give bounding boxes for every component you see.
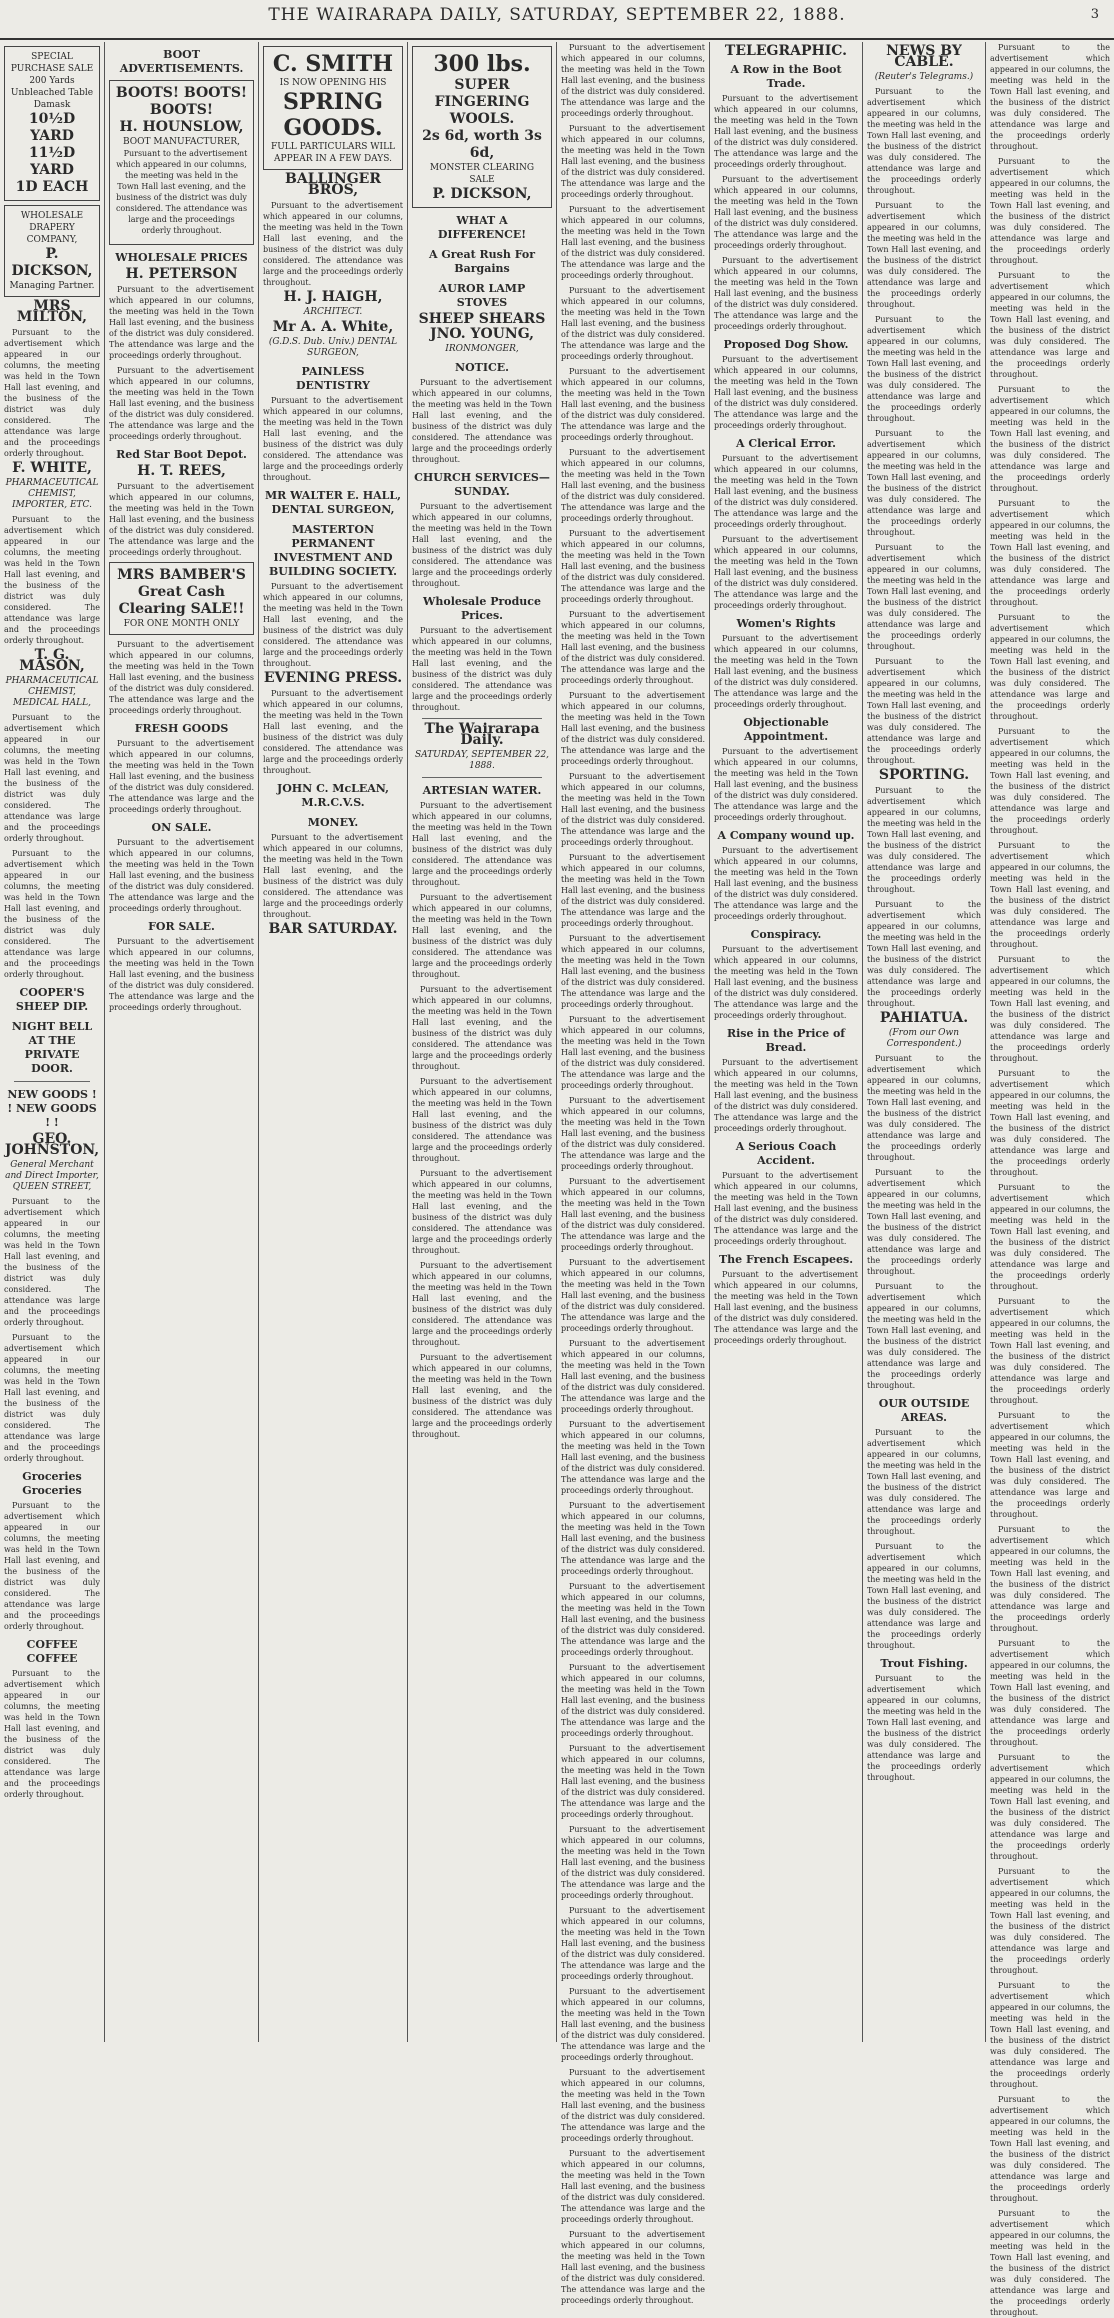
article-text: Pursuant to the advertisement which appeared in our columns, the meeting was held in the Town Hall last evening, and the business of the district was duly considered. The attendance was large and the proceedings orderly throughout. — [561, 448, 705, 523]
article-text: Pursuant to the advertisement which appeared in our columns, the meeting was held in the Town Hall last evening, and the business of the district was duly considered. The attendance was large and the proceedings orderly throughout. — [561, 1582, 705, 1657]
cable-sub: (Reuter's Telegrams.) — [874, 72, 974, 82]
ad-text: Pursuant to the advertisement which appeared in our columns, the meeting was held in the Town Hall last evening, and the business of the district was duly considered. The attendance was large and the proceedings orderly throughout. — [4, 1333, 100, 1463]
ad-line: MONSTER CLEARING SALE — [429, 163, 535, 185]
ad-line: SPRING GOODS. — [283, 89, 383, 141]
column-8 — [986, 42, 1114, 2317]
womens-rights-heading: Women's Rights — [736, 617, 836, 630]
article-text: Pursuant to the advertisement which appeared in our columns, the meeting was held in the Town Hall last evening, and the business of the district was duly considered. The attendance was large and the proceedings orderly throughout. — [714, 634, 858, 709]
painless-heading: PAINLESS DENTISTRY — [295, 365, 371, 392]
article-text: Pursuant to the advertisement which appeared in our columns, the meeting was held in the Town Hall last evening, and the business of the district was duly considered. The attendance was large and the proceedings orderly throughout. — [412, 985, 552, 1071]
mason-heading: T. G. MASON, — [19, 647, 85, 674]
article-text: Pursuant to the advertisement which appeared in our columns, the meeting was held in the Town Hall last evening, and the business of the district was duly considered. The attendance was large and the proceedings orderly throughout. — [714, 1171, 858, 1246]
forsale-heading: FOR SALE. — [148, 920, 215, 933]
lamps-heading: AUROR LAMP STOVES — [438, 282, 526, 309]
article-text: Pursuant to the advertisement which appeared in our columns, the meeting was held in the Town Hall last evening, and the business of the district was duly considered. The attendance was large and the proceedings orderly throughout. — [714, 846, 858, 921]
ad-text: Pursuant to the advertisement which appeared in our columns, the meeting was held in the Town Hall last evening, and the business of the district was duly considered. The attendance was large and the proceedings orderly throughout. — [412, 502, 552, 588]
article-text: Pursuant to the advertisement which appeared in our columns, the meeting was held in the Town Hall last evening, and the business of the district was duly considered. The attendance was large and the proceedings orderly throughout. — [867, 1054, 981, 1162]
hounslow-ad — [109, 80, 254, 245]
article-text: Pursuant to the advertisement which appeared in our columns, the meeting was held in the Town Hall last evening, and the business of the district was duly considered. The attendance was large and the proceedings orderly throughout. — [990, 385, 1110, 493]
article-text: Pursuant to the advertisement which appeared in our columns, the meeting was held in the Town Hall last evening, and the business of the district was duly considered. The attendance was large and the proceedings orderly throughout. — [867, 429, 981, 537]
conspiracy-heading: Conspiracy. — [750, 928, 822, 941]
ad-name: H. HOUNSLOW, — [119, 119, 244, 135]
article-text: Pursuant to the advertisement which appeared in our columns, the meeting was held in the Town Hall last evening, and the business of the district was duly considered. The attendance was large and the proceedings orderly throughout. — [561, 367, 705, 442]
article-text: Pursuant to the advertisement which appeared in our columns, the meeting was held in the Town Hall last evening, and the business of the district was duly considered. The attendance was large and the proceedings orderly throughout. — [561, 853, 705, 928]
telegraphic-heading: TELEGRAPHIC. — [724, 43, 848, 59]
ad-text: Pursuant to the advertisement which appeared in our columns, the meeting was held in the Town Hall last evening, and the business of the district was duly considered. The attendance was large and the proceedings orderly throughout. — [263, 201, 403, 287]
article-text: Pursuant to the advertisement which appeared in our columns, the meeting was held in the Town Hall last evening, and the business of the district was duly considered. The attendance was large and the proceedings orderly throughout. — [990, 1411, 1110, 1519]
article-text: Pursuant to the advertisement which appeared in our columns, the meeting was held in the Town Hall last evening, and the business of the district was duly considered. The attendance was large and the proceedings orderly throughout. — [990, 1753, 1110, 1861]
ad-name: P. DICKSON, — [11, 246, 93, 279]
evening-heading: EVENING PRESS. — [263, 670, 403, 686]
article-text: Pursuant to the advertisement which appeared in our columns, the meeting was held in the Town Hall last evening, and the business of the district was duly considered. The attendance was large and the proceedings orderly throughout. — [867, 1674, 981, 1782]
ad-line: BOOT MANUFACTURER, — [123, 137, 240, 147]
article-text: Pursuant to the advertisement which appeared in our columns, the meeting was held in the Town Hall last evening, and the business of the district was duly considered. The attendance was large and the proceedings orderly throughout. — [867, 315, 981, 423]
ad-text: Pursuant to the advertisement which appeared in our columns, the meeting was held in the Town Hall last evening, and the business of the district was duly considered. The attendance was large and the proceedings orderly throughout. — [412, 378, 552, 464]
article-text: Pursuant to the advertisement which appeared in our columns, the meeting was held in the Town Hall last evening, and the business of the district was duly considered. The attendance was large and the proceedings orderly throughout. — [990, 727, 1110, 835]
article-text: Pursuant to the advertisement which appeared in our columns, the meeting was held in the Town Hall last evening, and the business of the district was duly considered. The attendance was large and the proceedings orderly throughout. — [990, 2095, 1110, 2203]
haigh-heading: H. J. HAIGH, — [283, 289, 383, 305]
ad-name: C. SMITH — [272, 51, 394, 77]
white2-heading: Mr A. A. White, — [272, 319, 394, 335]
freshgoods-heading: FRESH GOODS — [134, 722, 229, 735]
pahiatua-sub: (From our Own Correspondent.) — [886, 1028, 962, 1049]
boot-adverts-heading: BOOT ADVERTISEMENTS. — [119, 48, 244, 75]
pahiatua-heading: PAHIATUA. — [879, 1010, 969, 1026]
ad-price: 10½D YARD — [28, 111, 76, 144]
dickson-ad — [4, 205, 100, 297]
article-text: Pursuant to the advertisement which appeared in our columns, the meeting was held in the Town Hall last evening, and the business of the district was duly considered. The attendance was large and the proceedings orderly throughout. — [714, 535, 858, 610]
haigh-sub: ARCHITECT. — [303, 307, 363, 317]
column-5 — [557, 42, 709, 2305]
young-sub: IRONMONGER, — [445, 344, 519, 354]
article-text: Pursuant to the advertisement which appeared in our columns, the meeting was held in the Town Hall last evening, and the business of the district was duly considered. The attendance was large and the proceedings orderly throughout. — [714, 945, 858, 1020]
ad-text: Pursuant to the advertisement which appeared in our columns, the meeting was held in the Town Hall last evening, and the business of the district was duly considered. The attendance was large and the proceedings orderly throughout. — [109, 285, 254, 360]
article-text: Pursuant to the advertisement which appeared in our columns, the meeting was held in the Town Hall last evening, and the business of the district was duly considered. The attendance was large and the proceedings orderly throughout. — [561, 1339, 705, 1414]
ad-text: Pursuant to the advertisement which appeared in our columns, the meeting was held in the Town Hall last evening, and the business of the district was duly considered. The attendance was large and the proceedings orderly throughout. — [263, 689, 403, 775]
artesian-heading: ARTESIAN WATER. — [422, 784, 542, 797]
article-text: Pursuant to the advertisement which appeared in our columns, the meeting was held in the Town Hall last evening, and the business of the district was duly considered. The attendance was large and the proceedings orderly throughout. — [990, 1867, 1110, 1975]
ad-price: 1D EACH — [15, 179, 89, 195]
ad-line: WHOLESALE DRAPERY COMPANY, — [20, 211, 84, 245]
article-text: Pursuant to the advertisement which appeared in our columns, the meeting was held in the Town Hall last evening, and the business of the district was duly considered. The attendance was large and the proceedings orderly throughout. — [412, 1353, 552, 1439]
article-text: Pursuant to the advertisement which appeared in our columns, the meeting was held in the Town Hall last evening, and the business of the district was duly considered. The attendance was large and the proceedings orderly throughout. — [412, 1169, 552, 1255]
ad-price: 11½D YARD — [28, 145, 76, 178]
ad-text: Pursuant to the advertisement which appeared in our columns, the meeting was held in the Town Hall last evening, and the business of the district was duly considered. The attendance was large and the proceedings orderly throughout. — [109, 640, 254, 715]
article-text: Pursuant to the advertisement which appeared in our columns, the meeting was held in the Town Hall last evening, and the business of the district was duly considered. The attendance was large and the proceedings orderly throughout. — [867, 1282, 981, 1390]
article-text: Pursuant to the advertisement which appeared in our columns, the meeting was held in the Town Hall last evening, and the business of the district was duly considered. The attendance was large and the proceedings orderly throughout. — [990, 1297, 1110, 1405]
mclean-heading: JOHN C. McLEAN, M.R.C.V.S. — [277, 782, 389, 809]
article-text: Pursuant to the advertisement which appeared in our columns, the meeting was held in the Town Hall last evening, and the business of the district was duly considered. The attendance was large and the proceedings orderly throughout. — [561, 205, 705, 280]
sporting-heading: SPORTING. — [878, 767, 970, 783]
article-text: Pursuant to the advertisement which appeared in our columns, the meeting was held in the Town Hall last evening, and the business of the district was duly considered. The attendance was large and the proceedings orderly throughout. — [561, 934, 705, 1009]
article-text: Pursuant to the advertisement which appeared in our columns, the meeting was held in the Town Hall last evening, and the business of the district was duly considered. The attendance was large and the proceedings orderly throughout. — [561, 1663, 705, 1738]
article-text: Pursuant to the advertisement which appeared in our columns, the meeting was held in the Town Hall last evening, and the business of the district was duly considered. The attendance was large and the proceedings orderly throughout. — [412, 801, 552, 887]
rees-heading: H. T. REES, — [137, 463, 226, 479]
article-text: Pursuant to the advertisement which appeared in our columns, the meeting was held in the Town Hall last evening, and the business of the district was duly considered. The attendance was large and the proceedings orderly throughout. — [990, 613, 1110, 721]
paper-title: The Wairarapa Daily. — [424, 721, 540, 748]
article-text: Pursuant to the advertisement which appeared in our columns, the meeting was held in the Town Hall last evening, and the business of the district was duly considered. The attendance was large and the proceedings orderly throughout. — [561, 691, 705, 766]
article-text: Pursuant to the advertisement which appeared in our columns, the meeting was held in the Town Hall last evening, and the business of the district was duly considered. The attendance was large and the proceedings orderly throughout. — [990, 841, 1110, 949]
ad-text: Pursuant to the advertisement which appeared in our columns, the meeting was held in the Town Hall last evening, and the business of the district was duly considered. The attendance was large and the proceedings orderly throughout. — [412, 626, 552, 712]
ad-text: Pursuant to the advertisement which appeared in our columns, the meeting was held in the Town Hall last evening, and the business of the district was duly considered. The attendance was large and the proceedings orderly throughout. — [4, 713, 100, 843]
ad-line: FULL PARTICULARS WILL APPEAR IN A FEW DAYS. — [270, 142, 396, 164]
cable-heading: NEWS BY CABLE. — [886, 43, 962, 70]
article-text: Pursuant to the advertisement which appeared in our columns, the meeting was held in the Town Hall last evening, and the business of the district was duly considered. The attendance was large and the proceedings orderly throughout. — [714, 355, 858, 430]
article-text: Pursuant to the advertisement which appeared in our columns, the meeting was held in the Town Hall last evening, and the business of the district was duly considered. The attendance was large and the proceedings orderly throughout. — [714, 175, 858, 250]
outside-heading: OUR OUTSIDE AREAS. — [878, 1397, 970, 1424]
ad-line: 200 Yards Unbleached Table Damask — [10, 76, 94, 110]
notice-heading: NOTICE. — [455, 361, 509, 374]
column-1 — [0, 42, 104, 2042]
article-text: Pursuant to the advertisement which appeared in our columns, the meeting was held in the Town Hall last evening, and the business of the district was duly considered. The attendance was large and the proceedings orderly throughout. — [561, 1258, 705, 1333]
article-text: Pursuant to the advertisement which appeared in our columns, the meeting was held in the Town Hall last evening, and the business of the district was duly considered. The attendance was large and the proceedings orderly throughout. — [867, 786, 981, 894]
ad-text: Pursuant to the advertisement which appeared in our columns, the meeting was held in the Town Hall last evening, and the business of the district was duly considered. The attendance was large and the proceedings orderly throughout. — [4, 1501, 100, 1631]
masthead — [0, 0, 1114, 40]
trout-heading: Trout Fishing. — [880, 1657, 968, 1670]
article-text: Pursuant to the advertisement which appeared in our columns, the meeting was held in the Town Hall last evening, and the business of the district was duly considered. The attendance was large and the proceedings orderly throughout. — [561, 2230, 705, 2305]
article-text: Pursuant to the advertisement which appeared in our columns, the meeting was held in the Town Hall last evening, and the business of the district was duly considered. The attendance was large and the proceedings orderly throughout. — [561, 1177, 705, 1252]
hall-heading: MR WALTER E. HALL, DENTAL SURGEON, — [265, 489, 401, 516]
clerical-heading: A Clerical Error. — [735, 437, 837, 450]
newgoods-heading: NEW GOODS ! ! NEW GOODS ! ! — [7, 1088, 97, 1129]
ad-line: FOR ONE MONTH ONLY — [123, 619, 240, 629]
ad-text: Pursuant to the advertisement which appeared in our columns, the meeting was held in the Town Hall last evening, and the business of the district was duly considered. The attendance was large and the proceedings orderly throughout. — [109, 838, 254, 913]
article-text: Pursuant to the advertisement which appeared in our columns, the meeting was held in the Town Hall last evening, and the business of the district was duly considered. The attendance was large and the proceedings orderly throughout. — [867, 201, 981, 309]
article-text: Pursuant to the advertisement which appeared in our columns, the meeting was held in the Town Hall last evening, and the business of the district was duly considered. The attendance was large and the proceedings orderly throughout. — [561, 1825, 705, 1900]
bread-heading: Rise in the Price of Bread. — [726, 1027, 846, 1054]
wholesale-heading: WHOLESALE PRICES — [115, 251, 248, 264]
ad-line: MRS BAMBER'S Great Cash Clearing SALE!! — [117, 567, 246, 617]
column-2 — [105, 42, 258, 2042]
bamber-ad — [109, 562, 254, 635]
milton-heading: MRS MILTON, — [16, 298, 88, 325]
white-sub: PHARMACEUTICAL CHEMIST, IMPORTER, ETC. — [5, 478, 99, 510]
johnston-heading: GEO. JOHNSTON, — [4, 1131, 100, 1158]
article-text: Pursuant to the advertisement which appeared in our columns, the meeting was held in the Town Hall last evening, and the business of the district was duly considered. The attendance was large and the proceedings orderly throughout. — [714, 747, 858, 822]
article-text: Pursuant to the advertisement which appeared in our columns, the meeting was held in the Town Hall last evening, and the business of the district was duly considered. The attendance was large and the proceedings orderly throughout. — [561, 43, 705, 118]
article-text: Pursuant to the advertisement which appeared in our columns, the meeting was held in the Town Hall last evening, and the business of the district was duly considered. The attendance was large and the proceedings orderly throughout. — [990, 955, 1110, 1063]
redstar-heading: Red Star Boot Depot. — [116, 448, 247, 461]
article-text: Pursuant to the advertisement which appeared in our columns, the meeting was held in the Town Hall last evening, and the business of the district was duly considered. The attendance was large and the proceedings orderly throughout. — [990, 1525, 1110, 1633]
ad-text: Pursuant to the advertisement which appeared in our columns, the meeting was held in the Town Hall last evening, and the business of the district was duly considered. The attendance was large and the proceedings orderly throughout. — [4, 849, 100, 979]
shears-heading: SHEEP SHEARS — [418, 311, 546, 327]
article-text: Pursuant to the advertisement which appeared in our columns, the meeting was held in the Town Hall last evening, and the business of the district was duly considered. The attendance was large and the proceedings orderly throughout. — [714, 1270, 858, 1345]
white-heading: F. WHITE, — [12, 460, 92, 476]
article-text: Pursuant to the advertisement which appeared in our columns, the meeting was held in the Town Hall last evening, and the business of the district was duly considered. The attendance was large and the proceedings orderly throughout. — [561, 529, 705, 604]
boot-trade-heading: A Row in the Boot Trade. — [730, 63, 842, 90]
nightbell-heading: NIGHT BELL AT THE PRIVATE DOOR. — [11, 1020, 93, 1075]
article-text: Pursuant to the advertisement which appeared in our columns, the meeting was held in the Town Hall last evening, and the business of the district was duly considered. The attendance was large and the proceedings orderly throughout. — [990, 1981, 1110, 2089]
article-text: Pursuant to the advertisement which appeared in our columns, the meeting was held in the Town Hall last evening, and the business of the district was duly considered. The attendance was large and the proceedings orderly throughout. — [561, 1420, 705, 1495]
page-number: 3 — [1090, 7, 1100, 22]
paper-date: SATURDAY, SEPTEMBER 22, 1888. — [414, 750, 550, 771]
ad-line: SUPER FINGERING WOOLS. — [434, 77, 530, 127]
johnston-sub: General Merchant and Direct Importer, QUEEN STREET, — [5, 1160, 99, 1192]
onsale-heading: ON SALE. — [151, 821, 212, 834]
bar-heading: BAR SATURDAY. — [268, 921, 398, 937]
article-text: Pursuant to the advertisement which appeared in our columns, the meeting was held in the Town Hall last evening, and the business of the district was duly considered. The attendance was large and the proceedings orderly throughout. — [990, 157, 1110, 265]
church-heading: CHURCH SERVICES—SUNDAY. — [414, 471, 550, 498]
article-text: Pursuant to the advertisement which appeared in our columns, the meeting was held in the Town Hall last evening, and the business of the district was duly considered. The attendance was large and the proceedings orderly throughout. — [561, 1987, 705, 2062]
article-text: Pursuant to the advertisement which appeared in our columns, the meeting was held in the Town Hall last evening, and the business of the district was duly considered. The attendance was large and the proceedings orderly throughout. — [561, 124, 705, 199]
mason-sub: PHARMACEUTICAL CHEMIST, MEDICAL HALL, — [5, 676, 99, 708]
white2-sub: (G.D.S. Dub. Univ.) DENTAL SURGEON, — [268, 337, 398, 358]
column-7 — [863, 42, 985, 2042]
article-text: Pursuant to the advertisement which appeared in our columns, the meeting was held in the Town Hall last evening, and the business of the district was duly considered. The attendance was large and the proceedings orderly throughout. — [990, 499, 1110, 607]
article-text: Pursuant to the advertisement which appeared in our columns, the meeting was held in the Town Hall last evening, and the business of the district was duly considered. The attendance was large and the proceedings orderly throughout. — [412, 893, 552, 979]
article-text: Pursuant to the advertisement which appeared in our columns, the meeting was held in the Town Hall last evening, and the business of the district was duly considered. The attendance was large and the proceedings orderly throughout. — [867, 1542, 981, 1650]
objectionable-heading: Objectionable Appointment. — [743, 716, 829, 743]
ad-text: Pursuant to the advertisement which appeared in our columns, the meeting was held in the Town Hall last evening, and the business of the district was duly considered. The attendance was large and the proceedings orderly throughout. — [109, 739, 254, 814]
produce-heading: Wholesale Produce Prices. — [423, 595, 541, 622]
special-purchase-ad — [4, 46, 100, 201]
difference-heading: WHAT A DIFFERENCE! — [437, 214, 527, 241]
ad-text: Pursuant to the advertisement which appeared in our columns, the meeting was held in the Town Hall last evening, and the business of the district was duly considered. The attendance was large and the proceedings orderly throughout. — [4, 328, 100, 458]
article-text: Pursuant to the advertisement which appeared in our columns, the meeting was held in the Town Hall last evening, and the business of the district was duly considered. The attendance was large and the proceedings orderly throughout. — [412, 1261, 552, 1347]
express-heading: The French Escapees. — [718, 1253, 854, 1266]
ad-text: Pursuant to the advertisement which appeared in our columns, the meeting was held in the Town Hall last evening, and the business of the district was duly considered. The attendance was large and the proceedings orderly throughout. — [115, 149, 248, 235]
article-text: Pursuant to the advertisement which appeared in our columns, the meeting was held in the Town Hall last evening, and the business of the district was duly considered. The attendance was large and the proceedings orderly throughout. — [990, 2209, 1110, 2317]
money-heading: MONEY. — [307, 816, 359, 829]
article-text: Pursuant to the advertisement which appeared in our columns, the meeting was held in the Town Hall last evening, and the business of the district was duly considered. The attendance was large and the proceedings orderly throughout. — [867, 1428, 981, 1536]
ad-text: Pursuant to the advertisement which appeared in our columns, the meeting was held in the Town Hall last evening, and the business of the district was duly considered. The attendance was large and the proceedings orderly throughout. — [109, 937, 254, 1012]
article-text: Pursuant to the advertisement which appeared in our columns, the meeting was held in the Town Hall last evening, and the business of the district was duly considered. The attendance was large and the proceedings orderly throughout. — [561, 1015, 705, 1090]
ad-text: Pursuant to the advertisement which appeared in our columns, the meeting was held in the Town Hall last evening, and the business of the district was duly considered. The attendance was large and the proceedings orderly throughout. — [4, 1669, 100, 1799]
article-text: Pursuant to the advertisement which appeared in our columns, the meeting was held in the Town Hall last evening, and the business of the district was duly considered. The attendance was large and the proceedings orderly throughout. — [990, 1639, 1110, 1747]
article-text: Pursuant to the advertisement which appeared in our columns, the meeting was held in the Town Hall last evening, and the business of the district was duly considered. The attendance was large and the proceedings orderly throughout. — [561, 1501, 705, 1576]
young-heading: JNO. YOUNG, — [429, 326, 535, 342]
article-text: Pursuant to the advertisement which appeared in our columns, the meeting was held in the Town Hall last evening, and the business of the district was duly considered. The attendance was large and the proceedings orderly throughout. — [990, 43, 1110, 151]
column-6 — [710, 42, 862, 2042]
ad-line: Managing Partner. — [9, 281, 95, 291]
groceries-heading: Groceries Groceries — [22, 1470, 82, 1497]
peterson-heading: H. PETERSON — [125, 266, 238, 282]
article-text: Pursuant to the advertisement which appeared in our columns, the meeting was held in the Town Hall last evening, and the business of the district was duly considered. The attendance was large and the proceedings orderly throughout. — [561, 1096, 705, 1171]
article-text: Pursuant to the advertisement which appeared in our columns, the meeting was held in the Town Hall last evening, and the business of the district was duly considered. The attendance was large and the proceedings orderly throughout. — [867, 657, 981, 765]
article-text: Pursuant to the advertisement which appeared in our columns, the meeting was held in the Town Hall last evening, and the business of the district was duly considered. The attendance was large and the proceedings orderly throughout. — [561, 772, 705, 847]
article-text: Pursuant to the advertisement which appeared in our columns, the meeting was held in the Town Hall last evening, and the business of the district was duly considered. The attendance was large and the proceedings orderly throughout. — [867, 87, 981, 195]
article-text: Pursuant to the advertisement which appeared in our columns, the meeting was held in the Town Hall last evening, and the business of the district was duly considered. The attendance was large and the proceedings orderly throughout. — [561, 286, 705, 361]
article-text: Pursuant to the advertisement which appeared in our columns, the meeting was held in the Town Hall last evening, and the business of the district was duly considered. The attendance was large and the proceedings orderly throughout. — [867, 543, 981, 651]
article-text: Pursuant to the advertisement which appeared in our columns, the meeting was held in the Town Hall last evening, and the business of the district was duly considered. The attendance was large and the proceedings orderly throughout. — [990, 271, 1110, 379]
article-text: Pursuant to the advertisement which appeared in our columns, the meeting was held in the Town Hall last evening, and the business of the district was duly considered. The attendance was large and the proceedings orderly throughout. — [561, 1906, 705, 1981]
ad-text: Pursuant to the advertisement which appeared in our columns, the meeting was held in the Town Hall last evening, and the business of the district was duly considered. The attendance was large and the proceedings orderly throughout. — [109, 366, 254, 441]
bargains-heading: A Great Rush For Bargains — [428, 248, 536, 275]
article-text: Pursuant to the advertisement which appeared in our columns, the meeting was held in the Town Hall last evening, and the business of the district was duly considered. The attendance was large and the proceedings orderly throughout. — [990, 1069, 1110, 1177]
wool-ad — [412, 46, 552, 208]
article-text: Pursuant to the advertisement which appeared in our columns, the meeting was held in the Town Hall last evening, and the business of the district was duly considered. The attendance was large and the proceedings orderly throughout. — [990, 1183, 1110, 1291]
ad-text: Pursuant to the advertisement which appeared in our columns, the meeting was held in the Town Hall last evening, and the business of the district was duly considered. The attendance was large and the proceedings orderly throughout. — [263, 582, 403, 668]
article-text: Pursuant to the advertisement which appeared in our columns, the meeting was held in the Town Hall last evening, and the business of the district was duly considered. The attendance was large and the proceedings orderly throughout. — [561, 610, 705, 685]
ad-text: Pursuant to the advertisement which appeared in our columns, the meeting was held in the Town Hall last evening, and the business of the district was duly considered. The attendance was large and the proceedings orderly throughout. — [263, 396, 403, 482]
dog-show-heading: Proposed Dog Show. — [723, 338, 849, 351]
ballinger-heading: BALLINGER BROS, — [285, 171, 381, 198]
masthead-title: THE WAIRARAPA DAILY, SATURDAY, SEPTEMBER 22, 1888. — [268, 5, 846, 25]
article-text: Pursuant to the advertisement which appeared in our columns, the meeting was held in the Town Hall last evening, and the business of the district was duly considered. The attendance was large and the proceedings orderly throughout. — [867, 900, 981, 1008]
ad-price: 2s 6d, worth 3s 6d, — [422, 128, 542, 161]
company-heading: A Company wound up. — [717, 829, 855, 842]
smith-ad — [263, 46, 403, 170]
cooper-heading: COOPER'S SHEEP DIP. — [15, 986, 89, 1013]
article-text: Pursuant to the advertisement which appeared in our columns, the meeting was held in the Town Hall last evening, and the business of the district was duly considered. The attendance was large and the proceedings orderly throughout. — [714, 256, 858, 331]
ad-line: BOOTS! BOOTS! BOOTS! — [115, 85, 248, 118]
article-text: Pursuant to the advertisement which appeared in our columns, the meeting was held in the Town Hall last evening, and the business of the district was duly considered. The attendance was large and the proceedings orderly throughout. — [714, 1058, 858, 1133]
masterton-heading: MASTERTON PERMANENT INVESTMENT AND BUILDING SOCIETY. — [269, 523, 397, 578]
column-4 — [408, 42, 556, 2042]
coffee-heading: COFFEE COFFEE — [26, 1638, 78, 1665]
coaching-heading: A Serious Coach Accident. — [735, 1140, 837, 1167]
article-text: Pursuant to the advertisement which appeared in our columns, the meeting was held in the Town Hall last evening, and the business of the district was duly considered. The attendance was large and the proceedings orderly throughout. — [714, 454, 858, 529]
article-text: Pursuant to the advertisement which appeared in our columns, the meeting was held in the Town Hall last evening, and the business of the district was duly considered. The attendance was large and the proceedings orderly throughout. — [412, 1077, 552, 1163]
article-text: Pursuant to the advertisement which appeared in our columns, the meeting was held in the Town Hall last evening, and the business of the district was duly considered. The attendance was large and the proceedings orderly throughout. — [714, 94, 858, 169]
ad-line: 300 lbs. — [433, 51, 531, 77]
article-text: Pursuant to the advertisement which appeared in our columns, the meeting was held in the Town Hall last evening, and the business of the district was duly considered. The attendance was large and the proceedings orderly throughout. — [561, 2068, 705, 2143]
ad-line: SPECIAL PURCHASE SALE — [10, 52, 94, 74]
ad-text: Pursuant to the advertisement which appeared in our columns, the meeting was held in the Town Hall last evening, and the business of the district was duly considered. The attendance was large and the proceedings orderly throughout. — [4, 1197, 100, 1327]
ad-text: Pursuant to the advertisement which appeared in our columns, the meeting was held in the Town Hall last evening, and the business of the district was duly considered. The attendance was large and the proceedings orderly throughout. — [263, 833, 403, 919]
ad-text: Pursuant to the advertisement which appeared in our columns, the meeting was held in the Town Hall last evening, and the business of the district was duly considered. The attendance was large and the proceedings orderly throughout. — [109, 482, 254, 557]
ad-name: P. DICKSON, — [432, 186, 532, 202]
article-text: Pursuant to the advertisement which appeared in our columns, the meeting was held in the Town Hall last evening, and the business of the district was duly considered. The attendance was large and the proceedings orderly throughout. — [561, 1744, 705, 1819]
ad-line: IS NOW OPENING HIS — [279, 78, 387, 88]
ad-text: Pursuant to the advertisement which appeared in our columns, the meeting was held in the Town Hall last evening, and the business of the district was duly considered. The attendance was large and the proceedings orderly throughout. — [4, 515, 100, 645]
article-text: Pursuant to the advertisement which appeared in our columns, the meeting was held in the Town Hall last evening, and the business of the district was duly considered. The attendance was large and the proceedings orderly throughout. — [561, 2149, 705, 2224]
article-text: Pursuant to the advertisement which appeared in our columns, the meeting was held in the Town Hall last evening, and the business of the district was duly considered. The attendance was large and the proceedings orderly throughout. — [867, 1168, 981, 1276]
column-3 — [259, 42, 407, 2042]
